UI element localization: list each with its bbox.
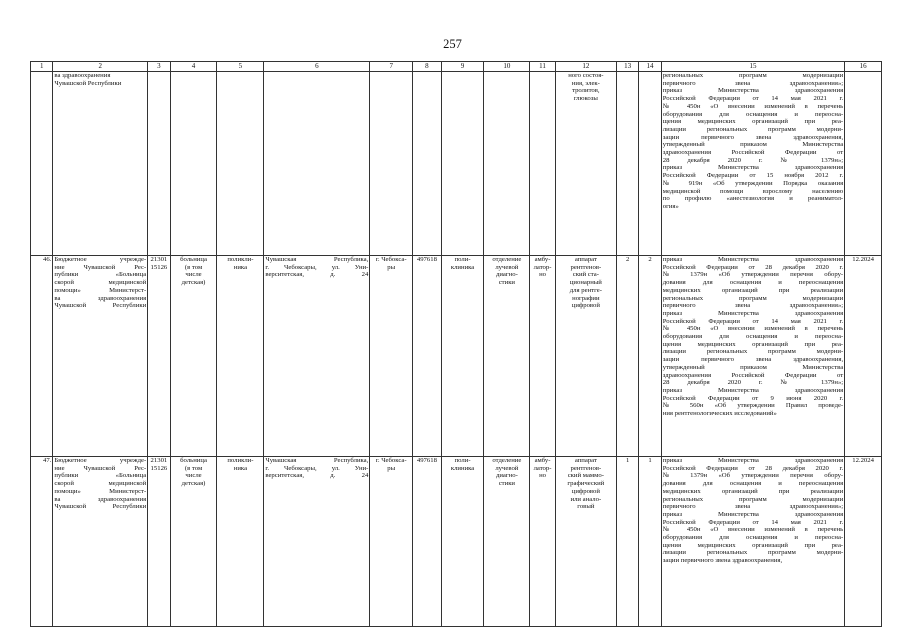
legal-basis-line: здравоохранения Российской Федерации от <box>662 149 844 157</box>
col-number: 2 <box>53 62 148 72</box>
legal-basis-line: оборудования для оснащения и переосна- <box>662 110 844 118</box>
cell-code: 21301 15126 <box>148 256 170 457</box>
col-number: 12 <box>555 62 616 72</box>
cell-equipment: ного состоя- ния, элек- тролитов, глюкозы <box>555 72 616 256</box>
legal-basis-line: Российской Федерации от 14 мая 2021 г. <box>662 518 844 526</box>
cell-unit <box>217 72 264 256</box>
legal-basis-line: медицинской помощи взрослому населению <box>662 187 844 195</box>
legal-basis-line: региональных программ модернизации <box>662 495 844 503</box>
cell-deadline: 12.2024 <box>845 256 882 457</box>
col-number: 4 <box>170 62 217 72</box>
col-number: 8 <box>413 62 442 72</box>
legal-basis-line: № 1379н «Об утверждении перечня обору- <box>662 472 844 480</box>
cell-unit: поликли- ника <box>217 256 264 457</box>
cell-deadline <box>845 72 882 256</box>
page-number: 257 <box>443 37 462 51</box>
legal-basis-line: щения медицинских организаций при реа- <box>662 541 844 549</box>
col-number: 9 <box>441 62 484 72</box>
cell-department: отделение лучевой диагно- стики <box>484 256 530 457</box>
table-row-continued <box>31 72 882 256</box>
legal-basis-line: приказ Министерства здравоохранения <box>662 164 844 172</box>
legal-basis-line: медицинских организаций при реализации <box>662 487 844 495</box>
cell-city <box>370 72 413 256</box>
cell-mode <box>530 72 555 256</box>
table-row <box>31 256 882 457</box>
cell-division: поли- клиника <box>441 457 484 627</box>
legal-basis-line: Российской Федерации от 14 мая 2021 г. <box>662 95 844 103</box>
legal-basis-line: первичного звена здравоохранения»; <box>662 79 844 87</box>
cell-mode: амбу- латор- но <box>530 256 555 457</box>
col-number: 13 <box>616 62 638 72</box>
legal-basis-line: Российской Федерации от 28 декабря 2020 г. <box>662 464 844 472</box>
legal-basis-line: первичного звена здравоохранения»; <box>662 503 844 511</box>
legal-basis-line: региональных программ модернизации <box>662 294 844 302</box>
cell-quantity-total: 1 <box>639 457 661 627</box>
cell-type: больница (в том числе детская) <box>170 457 217 627</box>
legal-basis-line: № 560н «Об утверждении Правил проведе- <box>662 402 844 410</box>
legal-basis-line: приказ Министерства здравоохранения <box>662 457 844 464</box>
legal-basis-line: щения медицинских организаций при реа- <box>662 118 844 126</box>
legal-basis-line: Российской Федерации от 9 июня 2020 г. <box>662 394 844 402</box>
cell-code: 21301 15126 <box>148 457 170 627</box>
legal-basis-line: первичного звена здравоохранения»; <box>662 302 844 310</box>
legal-basis-line: приказ Министерства здравоохранения <box>662 309 844 317</box>
legal-basis-line: лизации региональных программ модерни- <box>662 125 844 133</box>
cell-number: 47. <box>31 457 53 627</box>
legal-basis-line: приказ Министерства здравоохранения <box>662 510 844 518</box>
legal-basis-line: 28 декабря 2020 г. № 1379н»; <box>662 156 844 164</box>
legal-basis-line: оборудования для оснащения и переосна- <box>662 333 844 341</box>
col-number: 6 <box>264 62 370 72</box>
cell-type: больница (в том числе детская) <box>170 256 217 457</box>
legal-basis-line: зации первичного звена здравоохранения, <box>662 133 844 141</box>
legal-basis-line: Российской Федерации от 14 мая 2021 г. <box>662 317 844 325</box>
cell-address: Чувашская Республика, г. Чебоксары, ул. Уни- верситетская, д. 24 <box>264 256 370 457</box>
registry-table <box>30 61 882 627</box>
column-number-row <box>31 62 882 72</box>
legal-basis-line: приказ Министерства здравоохранения <box>662 87 844 95</box>
legal-basis-line: приказ Министерства здравоохранения <box>662 386 844 394</box>
col-number: 3 <box>148 62 170 72</box>
cell-unit: поликли- ника <box>217 457 264 627</box>
col-number: 5 <box>217 62 264 72</box>
legal-basis-line: № 919н «Об утверждении Порядка оказания <box>662 179 844 187</box>
legal-basis-line: зации первичного звена здравоохранения, <box>662 557 783 565</box>
cell-legal-basis <box>661 72 844 256</box>
cell-number <box>31 72 53 256</box>
legal-basis-line: здравоохранения Российской Федерации от <box>662 371 844 379</box>
legal-basis-line: Российской Федерации от 15 ноября 2012 г. <box>662 172 844 180</box>
cell-organization: Бюджетное учрежде- ние Чувашской Рес- публики «Больница скорой медицинской помощи» Министерст- ва здравоохранения Чувашской Республики <box>53 457 148 627</box>
cell-quantity-total <box>639 72 661 256</box>
legal-basis-line: 28 декабря 2020 г. № 1379н»; <box>662 379 844 387</box>
col-number: 10 <box>484 62 530 72</box>
legal-basis-line: лизации региональных программ модерни- <box>662 549 844 557</box>
cell-oktmo: 497618 <box>413 256 442 457</box>
cell-deadline: 12.2024 <box>845 457 882 627</box>
legal-basis-line: утвержденный приказом Министерства <box>662 141 844 149</box>
legal-basis-line: дования для оснащения и переоснащения <box>662 279 844 287</box>
legal-basis-line: по профилю «анестезиология и реаниматол- <box>662 195 844 203</box>
cell-type <box>170 72 217 256</box>
col-number: 1 <box>31 62 53 72</box>
legal-basis-line: лизации региональных программ модерни- <box>662 348 844 356</box>
cell-legal-basis <box>661 256 844 457</box>
cell-city: г. Чебокса- ры <box>370 457 413 627</box>
legal-basis-line: № 450н «О внесении изменений в перечень <box>662 526 844 534</box>
legal-basis-line: медицинских организаций при реализации <box>662 286 844 294</box>
legal-basis-line: № 450н «О внесении изменений в перечень <box>662 102 844 110</box>
legal-basis-line: оборудования для оснащения и переосна- <box>662 534 844 542</box>
cell-oktmo: 497618 <box>413 457 442 627</box>
col-number: 11 <box>530 62 555 72</box>
legal-basis-line: дования для оснащения и переоснащения <box>662 480 844 488</box>
cell-quantity-total: 2 <box>639 256 661 457</box>
legal-basis-line: № 450н «О внесении изменений в перечень <box>662 325 844 333</box>
legal-basis-line: утвержденный приказом Министерства <box>662 363 844 371</box>
cell-quantity: 2 <box>616 256 638 457</box>
cell-department <box>484 72 530 256</box>
legal-basis-line: щения медицинских организаций при реа- <box>662 340 844 348</box>
cell-city: г. Чебокса- ры <box>370 256 413 457</box>
cell-legal-basis <box>661 457 844 627</box>
cell-department: отделение лучевой диагно- стики <box>484 457 530 627</box>
cell-mode: амбу- латор- но <box>530 457 555 627</box>
legal-basis-line: № 1379н «Об утверждении перечня обору- <box>662 271 844 279</box>
cell-organization: Бюджетное учрежде- ние Чувашской Рес- публики «Больница скорой медицинской помощи» Министерст- ва здравоохранения Чувашской Республики <box>53 256 148 457</box>
cell-quantity <box>616 72 638 256</box>
table-row <box>31 457 882 627</box>
col-number: 15 <box>661 62 844 72</box>
col-number: 16 <box>845 62 882 72</box>
col-number: 7 <box>370 62 413 72</box>
cell-equipment: аппарат рентгенов- ский ста- ционарный для рентге- нографии цифровой <box>555 256 616 457</box>
cell-organization: ва здравоохранения Чувашской Республики <box>53 72 148 256</box>
legal-basis-line: приказ Министерства здравоохранения <box>662 256 844 263</box>
col-number: 14 <box>639 62 661 72</box>
legal-basis-line: ния рентгенологических исследований» <box>662 410 777 418</box>
cell-code <box>148 72 170 256</box>
cell-equipment: аппарат рентгенов- ский маммо- графический цифровой или анало- говый <box>555 457 616 627</box>
legal-basis-line: зации первичного звена здравоохранения, <box>662 356 844 364</box>
cell-address: Чувашская Республика, г. Чебоксары, ул. Уни- верситетская, д. 24 <box>264 457 370 627</box>
cell-division: поли- клиника <box>441 256 484 457</box>
legal-basis-line: Российской Федерации от 28 декабря 2020 г. <box>662 263 844 271</box>
cell-address <box>264 72 370 256</box>
cell-quantity: 1 <box>616 457 638 627</box>
cell-oktmo <box>413 72 442 256</box>
legal-basis-line: региональных программ модернизации <box>662 72 844 79</box>
legal-basis-line: огия» <box>662 202 679 210</box>
cell-number: 46. <box>31 256 53 457</box>
cell-division <box>441 72 484 256</box>
